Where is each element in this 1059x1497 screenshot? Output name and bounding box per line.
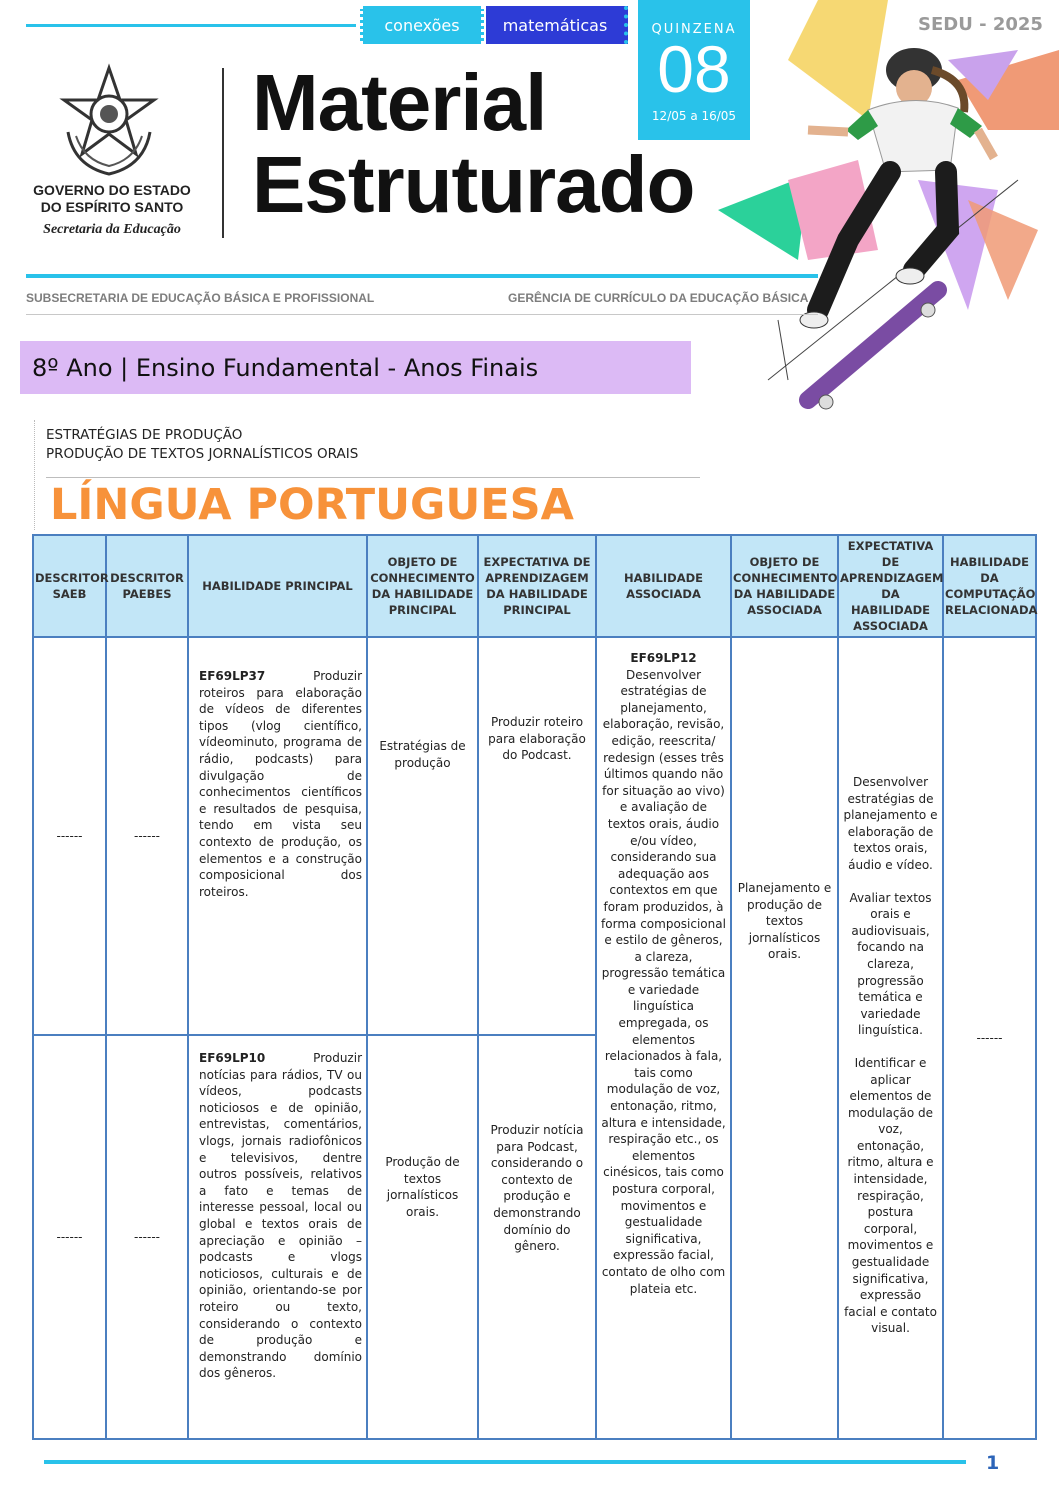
cell-habilidade-principal xyxy=(188,1035,367,1439)
header-cyan-rule xyxy=(26,274,818,278)
strategy-2: PRODUÇÃO DE TEXTOS JORNALÍSTICOS ORAIS xyxy=(46,446,359,462)
cell-expectativa: Produzir notícia para Podcast, considerando o contexto de produção e demonstrando domínio do gênero. xyxy=(478,1035,596,1439)
matematicas-badge: matemáticas xyxy=(486,6,628,44)
header-objeto-principal: OBJETO DE CONHECIMENTO DA HABILIDADE PRINCIPAL xyxy=(367,535,478,637)
sedu-label: SEDU - 2025 xyxy=(918,14,1043,35)
strategy-1: ESTRATÉGIAS DE PRODUÇÃO xyxy=(46,427,243,443)
header-descritor-saeb: DESCRITOR SAEB xyxy=(33,535,106,637)
quinzena-dates: 12/05 a 16/05 xyxy=(651,109,737,123)
logo-separator xyxy=(222,68,224,238)
header-objeto-associada: OBJETO DE CONHECIMENTO DA HABILIDADE ASSOCIADA xyxy=(731,535,838,637)
title-line-2: Estruturado xyxy=(252,140,695,229)
state-coat-of-arms-icon xyxy=(54,62,164,180)
skill-text: Produzir roteiros para elaboração de vídeos de diferentes tipos (vlog científico, vídeominuto, programa de rádio, podcasts) para divulgação de conhecimentos científicos e resultados de pesquisa, tendo em vista seu contexto de produção, os elementos e a construção composicional dos roteiros. xyxy=(199,669,362,899)
cell-objeto-associada: Planejamento e produção de textos jornalísticos orais. xyxy=(731,637,838,1439)
assoc-expectation-3: Identificar e aplicar elementos de modulação de voz, entonação, ritmo, altura e intensidade, respiração, postura corporal, movimentos e gestualidade significativa, expressão facial e contato visual. xyxy=(844,1055,937,1336)
top-rule xyxy=(26,24,356,27)
footer-rule xyxy=(44,1460,966,1464)
cell-habilidade-principal xyxy=(188,637,367,1035)
skill-code: EF69LP10 xyxy=(199,1051,266,1065)
header-computacao: HABILIDADE DA COMPUTAÇÃO RELACIONADA xyxy=(943,535,1036,637)
subject-title: LÍNGUA PORTUGUESA xyxy=(50,480,574,530)
cell-expectativa-associada xyxy=(838,637,943,1439)
assoc-skill-text: Desenvolver estratégias de planejamento, elaboração, revisão, edição, reescrita/ redesign (esses três últimos quando não for situação ao vivo) e avaliação de textos orais, áudio e/ou vídeo, considerando sua adequação aos contextos em que foram produzidos, à forma composicional e estilo de gêneros, a clareza, progressão temática e variedade linguística empregada, os elementos relacionados à fala, tais como modulação de voz, entonação, ritmo, altura e intensidade, respiração etc., os elementos cinésicos, tais como postura corporal, movimentos e gestualidade significativa, expressão facial, contato de olho com plateia etc. xyxy=(601,667,726,1296)
cell-saeb: ------ xyxy=(33,1035,106,1439)
header-expectativa-associada: EXPECTATIVA DE APRENDIZAGEM DA HABILIDADE ASSOCIADA xyxy=(838,535,943,637)
header-descritor-paebes: DESCRITOR PAEBES xyxy=(106,535,188,637)
strategy-rule xyxy=(46,477,700,478)
header-habilidade-associada: HABILIDADE ASSOCIADA xyxy=(596,535,731,637)
cell-habilidade-associada xyxy=(596,637,731,1439)
quinzena-label: QUINZENA xyxy=(651,22,737,37)
cell-expectativa: Produzir roteiro para elaboração do Podcast. xyxy=(478,637,596,1035)
side-dotted-guide xyxy=(34,420,35,530)
cell-saeb: ------ xyxy=(33,637,106,1035)
assoc-skill-code: EF69LP12 xyxy=(630,651,697,665)
skill-text: Produzir notícias para rádios, TV ou vídeos, podcasts noticiosos e de opinião, entrevistas, comentários, vlogs, jornais radiofônicos e televisivos, dentre outros possíveis, relativos a fato e temas de interesse pessoal, local ou global e textos orais de apreciação e opinião – podcasts e vlogs noticiosos, culturais e de opinião, orientando-se por roteiro ou texto, considerando o contexto de produção e demonstrando domínio dos gêneros. xyxy=(199,1051,362,1381)
table-header-row xyxy=(33,535,1036,637)
cell-objeto: Produção de textos jornalísticos orais. xyxy=(367,1035,478,1439)
cell-objeto: Estratégias de produção xyxy=(367,637,478,1035)
skater-illustration xyxy=(718,0,1059,410)
gov-line-2: DO ESPÍRITO SANTO xyxy=(40,199,184,215)
header-habilidade-principal: HABILIDADE PRINCIPAL xyxy=(188,535,367,637)
assoc-expectation-1: Desenvolver estratégias de planejamento e elaboração de textos orais, áudio e vídeo. xyxy=(843,775,938,872)
conexoes-badge: conexões xyxy=(360,6,484,44)
government-name xyxy=(28,182,196,216)
cell-computacao: ------ xyxy=(943,637,1036,1439)
header-grey-rule xyxy=(26,314,818,315)
assoc-expectation-2: Avaliar textos orais e audiovisuais, focando na clareza, progressão temática e variedade linguística. xyxy=(849,890,932,1038)
gov-line-1: GOVERNO DO ESTADO xyxy=(33,182,191,198)
cell-paebes: ------ xyxy=(106,1035,188,1439)
grade-bar: 8º Ano | Ensino Fundamental - Anos Finais xyxy=(20,341,691,394)
curriculum-table xyxy=(32,534,1038,1440)
cell-paebes: ------ xyxy=(106,637,188,1035)
header-expectativa-principal: EXPECTATIVA DE APRENDIZAGEM DA HABILIDADE PRINCIPAL xyxy=(478,535,596,637)
skill-code: EF69LP37 xyxy=(199,669,266,683)
gerencia-label: GERÊNCIA DE CURRÍCULO DA EDUCAÇÃO BÁSICA xyxy=(508,291,809,305)
table-row xyxy=(33,637,1036,1035)
title-line-1: Material xyxy=(252,58,547,147)
secretaria-name: Secretaria da Educação xyxy=(43,222,181,237)
subsecretaria-label: SUBSECRETARIA DE EDUCAÇÃO BÁSICA E PROFISSIONAL xyxy=(26,291,375,305)
page-number: 1 xyxy=(986,1452,1000,1474)
quinzena-number: 08 xyxy=(657,32,731,106)
page-title xyxy=(252,58,695,229)
